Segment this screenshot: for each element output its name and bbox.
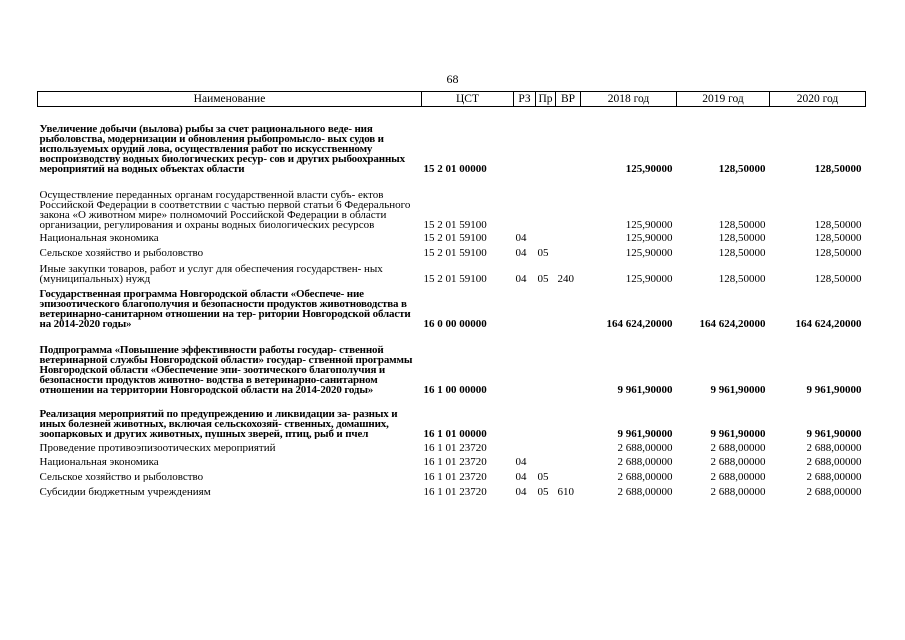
row-pr xyxy=(536,453,556,467)
row-2019: 2 688,00000 xyxy=(710,441,766,453)
row-vr xyxy=(556,467,581,482)
row-2020: 9 961,90000 xyxy=(806,383,862,395)
row-2020: 2 688,00000 xyxy=(806,470,862,482)
table-row xyxy=(38,467,866,482)
table-row xyxy=(38,439,866,453)
row-vr xyxy=(556,107,581,174)
row-pr xyxy=(536,284,556,329)
row-2020: 128,50000 xyxy=(814,272,862,284)
row-2018: 2 688,00000 xyxy=(617,470,673,482)
row-2019: 9 961,90000 xyxy=(710,427,766,439)
row-2020: 164 624,20000 xyxy=(795,317,862,329)
row-name: Проведение противоэпизоотических мероприятий xyxy=(39,441,276,453)
row-rz xyxy=(514,395,536,439)
row-name: Сельское хозяйство и рыболовство xyxy=(39,470,204,482)
row-rz: 04 xyxy=(515,470,527,482)
row-pr xyxy=(536,395,556,439)
row-rz xyxy=(514,329,536,395)
row-2019: 128,50000 xyxy=(718,272,766,284)
table-header-row xyxy=(38,92,866,107)
row-vr xyxy=(556,395,581,439)
row-cst: 15 2 01 59100 xyxy=(423,218,487,230)
row-2020: 2 688,00000 xyxy=(806,455,862,467)
row-2019: 128,50000 xyxy=(718,231,766,243)
row-cst: 15 2 01 59100 xyxy=(423,272,487,284)
row-name: Увеличение добычи (вылова) рыбы за счет рационального веде- ния рыболовства, модернизации и обновления рыбопромысло- вых судов и используемых орудий лова, осуществления работ по искусственному воспроизводству водных биологических ресур- сов и других рыбоохранных мероприятий на водных объектах области xyxy=(39,122,405,174)
row-pr: 05 xyxy=(537,246,549,258)
row-pr xyxy=(536,439,556,453)
row-2018: 9 961,90000 xyxy=(617,383,673,395)
table-row xyxy=(38,453,866,467)
header-name: Наименование xyxy=(38,92,422,107)
row-2020: 2 688,00000 xyxy=(806,485,862,497)
row-name: Подпрограмма «Повышение эффективности работы государ- ственной ветеринарной службы Новгородской области» государ- ственной программы Новгородской области «Обеспечение эпи- зоотического благополучия и безопасности продуктов животно- водства в ветеринарно-санитарном отношении на территории Новгородской области на 2014-2020 годы» xyxy=(39,343,413,395)
row-rz xyxy=(514,439,536,453)
row-cst: 16 1 01 23720 xyxy=(423,470,487,482)
row-name: Национальная экономика xyxy=(39,455,159,467)
row-2019: 2 688,00000 xyxy=(710,455,766,467)
row-vr xyxy=(556,329,581,395)
row-2018: 125,90000 xyxy=(625,272,673,284)
row-rz: 04 xyxy=(515,485,527,497)
row-pr: 05 xyxy=(537,485,549,497)
row-2019: 128,50000 xyxy=(718,246,766,258)
header-cst: ЦСТ xyxy=(422,92,514,107)
row-pr: 05 xyxy=(537,470,549,482)
row-pr xyxy=(536,230,556,243)
header-2019: 2019 год xyxy=(677,92,770,107)
table-row xyxy=(38,258,866,284)
row-vr xyxy=(556,439,581,453)
row-rz: 04 xyxy=(515,272,527,284)
budget-table xyxy=(37,91,866,497)
row-cst: 16 1 01 23720 xyxy=(423,485,487,497)
row-cst: 15 2 01 59100 xyxy=(423,246,487,258)
header-2018: 2018 год xyxy=(581,92,677,107)
row-name: Государственная программа Новгородской области «Обеспече- ние эпизоотического благополучия и безопасности продуктов животноводства в ветеринарно-санитарном отношении на тер- ритории Новгородской области на 2014-2020 годы» xyxy=(39,287,411,329)
row-cst: 16 0 00 00000 xyxy=(423,317,487,329)
row-2020: 128,50000 xyxy=(814,162,862,174)
row-2020: 128,50000 xyxy=(814,218,862,230)
header-vr: ВР xyxy=(556,92,581,107)
table-row xyxy=(38,230,866,243)
row-cst: 16 1 01 23720 xyxy=(423,441,487,453)
row-rz xyxy=(514,284,536,329)
row-rz xyxy=(514,174,536,230)
row-cst: 16 1 01 00000 xyxy=(423,427,487,439)
row-vr xyxy=(556,453,581,467)
row-2019: 128,50000 xyxy=(718,162,766,174)
table-row xyxy=(38,395,866,439)
table-row xyxy=(38,329,866,395)
row-vr xyxy=(556,174,581,230)
row-rz: 04 xyxy=(515,455,527,467)
page-number: 68 xyxy=(446,72,459,86)
row-name: Сельское хозяйство и рыболовство xyxy=(39,246,204,258)
table-row xyxy=(38,482,866,497)
row-2018: 164 624,20000 xyxy=(606,317,673,329)
row-2018: 2 688,00000 xyxy=(617,455,673,467)
row-2018: 2 688,00000 xyxy=(617,485,673,497)
table-row xyxy=(38,107,866,174)
row-2020: 128,50000 xyxy=(814,246,862,258)
row-2020: 128,50000 xyxy=(814,231,862,243)
row-cst: 16 1 00 00000 xyxy=(423,383,487,395)
row-2018: 125,90000 xyxy=(625,162,673,174)
row-pr xyxy=(536,107,556,174)
header-2020: 2020 год xyxy=(770,92,866,107)
row-pr: 05 xyxy=(537,272,549,284)
row-pr xyxy=(536,329,556,395)
row-2019: 2 688,00000 xyxy=(710,485,766,497)
row-pr xyxy=(536,174,556,230)
row-2019: 9 961,90000 xyxy=(710,383,766,395)
row-2018: 9 961,90000 xyxy=(617,427,673,439)
row-cst: 16 1 01 23720 xyxy=(423,455,487,467)
row-vr xyxy=(556,230,581,243)
row-rz: 04 xyxy=(515,246,527,258)
row-2020: 9 961,90000 xyxy=(806,427,862,439)
row-2019: 128,50000 xyxy=(718,218,766,230)
row-2018: 125,90000 xyxy=(625,218,673,230)
row-2018: 125,90000 xyxy=(625,246,673,258)
row-2018: 2 688,00000 xyxy=(617,441,673,453)
header-rz: РЗ xyxy=(514,92,536,107)
row-2018: 125,90000 xyxy=(625,231,673,243)
row-vr: 610 xyxy=(557,485,574,497)
row-name: Осуществление переданных органам государственной власти субъ- ектов Российской Федерации в соответствии с частью первой статьи 6 Федерального закона «О животном мире» полномочий Российской Федерации в области организации, регулирования и охраны водных биологических ресурсов xyxy=(39,188,411,230)
row-vr: 240 xyxy=(557,272,574,284)
table-row xyxy=(38,174,866,230)
row-2020: 2 688,00000 xyxy=(806,441,862,453)
row-name: Реализация мероприятий по предупреждению и ликвидации за- разных и иных болезней животных, включая сельскохозяй- ственных, домашних, зоопарковых и других животных, пушных зверей, птиц, рыб и пчел xyxy=(39,407,398,439)
row-vr xyxy=(556,243,581,258)
row-name: Национальная экономика xyxy=(39,231,159,243)
table-row xyxy=(38,243,866,258)
table-row xyxy=(38,284,866,329)
row-vr xyxy=(556,284,581,329)
header-pr: Пр xyxy=(536,92,556,107)
row-2019: 164 624,20000 xyxy=(699,317,766,329)
row-2019: 2 688,00000 xyxy=(710,470,766,482)
row-rz xyxy=(514,107,536,174)
row-cst: 15 2 01 59100 xyxy=(423,231,487,243)
row-rz: 04 xyxy=(515,231,527,243)
row-name: Субсидии бюджетным учреждениям xyxy=(39,485,211,497)
row-name: Иные закупки товаров, работ и услуг для обеспечения государствен- ных (муниципальных) нужд xyxy=(39,262,383,284)
row-cst: 15 2 01 00000 xyxy=(423,162,487,174)
